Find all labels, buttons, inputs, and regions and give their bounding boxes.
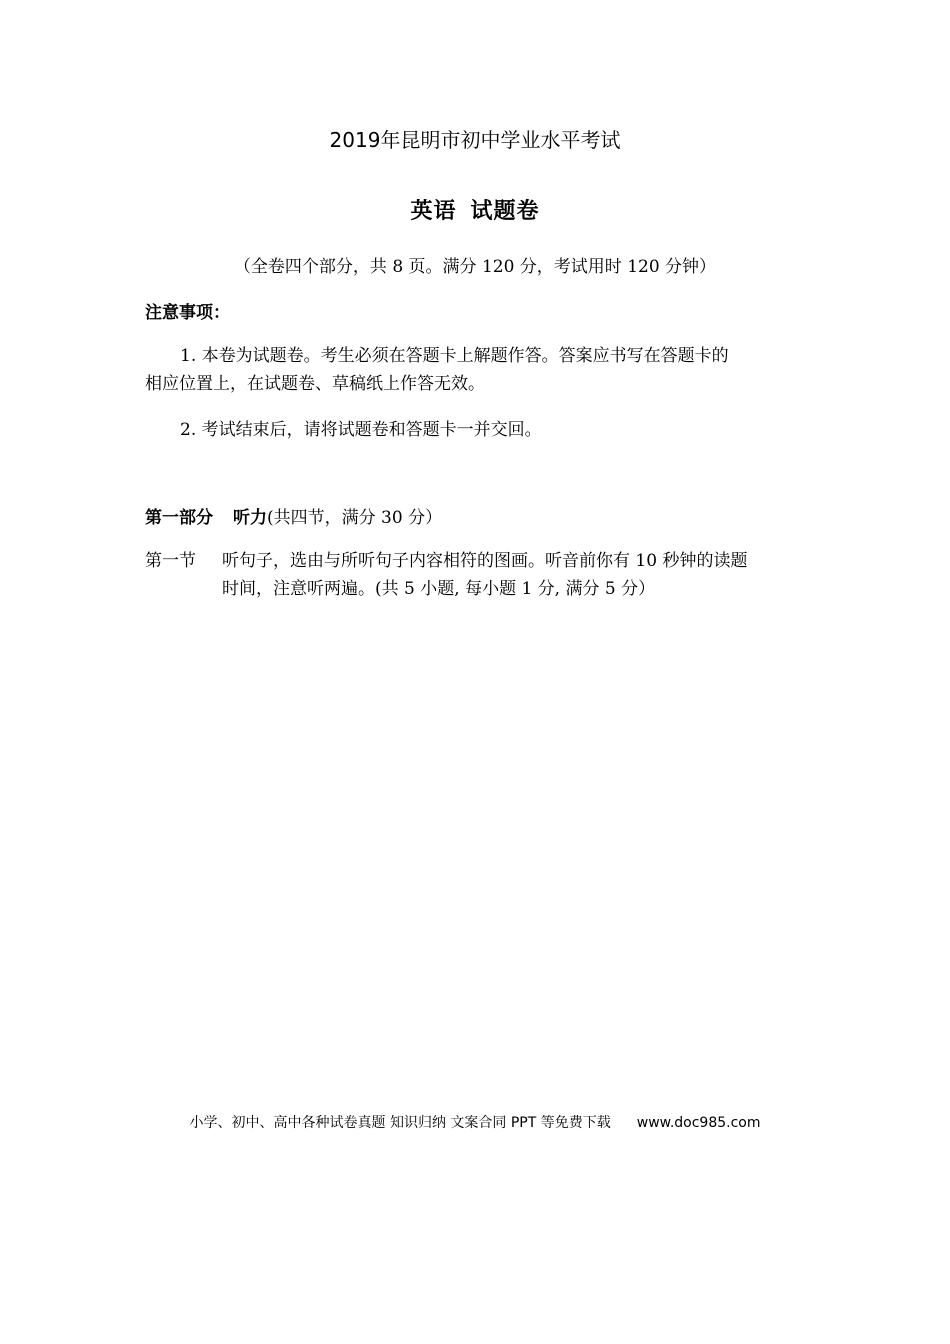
subject-main: 英语 xyxy=(410,199,457,224)
part1-heading-title: 听力 xyxy=(233,508,267,528)
subject-sub: 试题卷 xyxy=(470,199,540,224)
exam-title: 2019年昆明市初中学业水平考试 xyxy=(329,128,621,152)
notice-item-1-line-2: 相应位置上，在试题卷、草稿纸上作答无效。 xyxy=(145,374,485,394)
part1-heading xyxy=(145,508,442,528)
exam-info: （全卷四个部分，共 8 页。满分 120 分，考试用时 120 分钟） xyxy=(233,257,717,277)
notice-heading: 注意事项： xyxy=(145,303,230,323)
section1-instruction-line-1: 听句子，选由与所听句子内容相符的图画。听音前你有 10 秒钟的读题 xyxy=(222,551,748,571)
footer-url: www.doc985.com xyxy=(636,1115,761,1131)
part1-heading-label: 第一部分 xyxy=(145,508,213,528)
section1-label: 第一节 xyxy=(145,551,196,571)
subject-title xyxy=(0,199,950,225)
section1-instruction-line-2: 时间，注意听两遍。(共 5 小题, 每小题 1 分, 满分 5 分） xyxy=(222,579,656,599)
footer xyxy=(0,1115,950,1132)
notice-item-1-line-1: 1. 本卷为试题卷。考生必须在答题卡上解题作答。答案应书写在答题卡的 xyxy=(180,346,729,366)
footer-text: 小学、初中、高中各种试卷真题 知识归纳 文案合同 PPT 等免费下载 xyxy=(189,1115,611,1131)
notice-item-2: 2. 考试结束后，请将试题卷和答题卡一并交回。 xyxy=(180,420,542,440)
part1-heading-detail: (共四节，满分 30 分） xyxy=(267,508,443,528)
